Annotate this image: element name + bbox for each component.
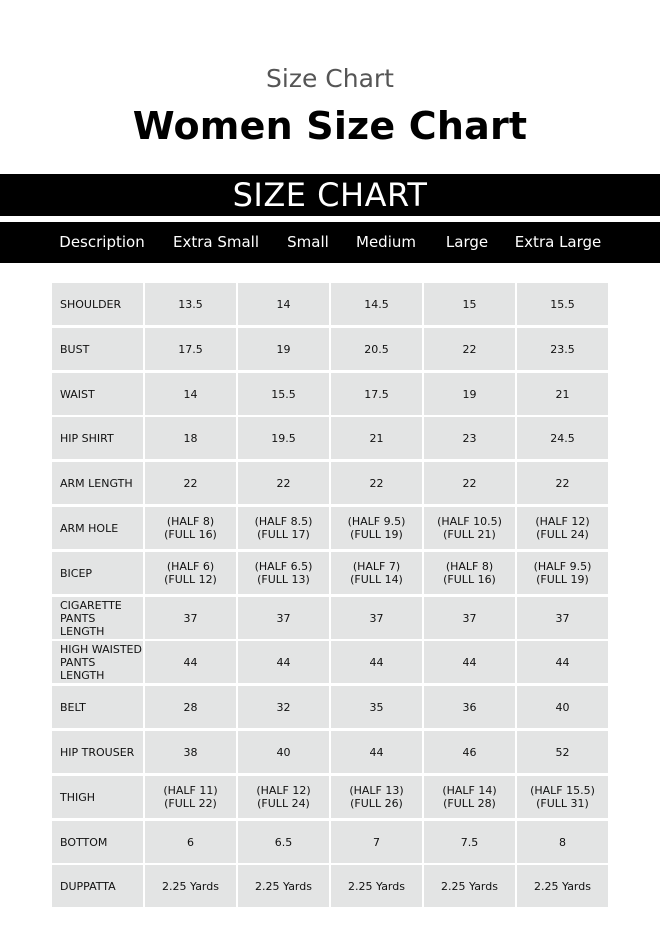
cell-line: (FULL 19) [536, 573, 589, 586]
table-row [52, 731, 608, 773]
cell-line: HIGH WAISTED [60, 642, 142, 656]
cell-value: 44 [183, 655, 198, 669]
table-cell [331, 821, 422, 863]
row-label [52, 731, 143, 773]
cell-line: (HALF 6.5) [254, 560, 313, 573]
row-label [52, 597, 143, 639]
cell-value: 40 [276, 745, 291, 759]
table-cell [424, 686, 515, 728]
page-title: Women Size Chart [132, 104, 528, 148]
row-label [52, 821, 143, 863]
table-row [52, 462, 608, 504]
row-label [52, 686, 143, 728]
cell-value: 46 [462, 745, 477, 759]
cell-value: 6 [187, 835, 194, 849]
cell-value: 22 [369, 476, 384, 490]
cell-value: 6.5 [274, 835, 293, 849]
cell-value: 35 [369, 700, 384, 714]
row-label [52, 776, 143, 818]
row-label-text: BELT [60, 700, 86, 714]
table-cell [238, 462, 329, 504]
cell-value [255, 515, 313, 541]
cell-value: 52 [555, 745, 570, 759]
cell-line: PANTS LENGTH [60, 611, 105, 638]
row-label-text: WAIST [60, 387, 95, 401]
table-cell [145, 283, 236, 325]
cell-line: (HALF 8) [166, 515, 215, 528]
table-cell [145, 507, 236, 549]
table-cell [145, 552, 236, 594]
cell-value [350, 560, 403, 586]
cell-value: 24.5 [550, 431, 575, 445]
cell-value: 22 [183, 476, 198, 490]
table-cell [424, 731, 515, 773]
table-cell [145, 462, 236, 504]
row-label-text: THIGH [60, 790, 96, 804]
table-cell [424, 328, 515, 370]
table-cell [238, 552, 329, 594]
cell-value: 28 [183, 700, 198, 714]
table-cell [517, 462, 608, 504]
row-label-text: ARM HOLE [60, 521, 119, 535]
column-header-medium: Medium [356, 233, 416, 251]
table-cell [238, 417, 329, 459]
cell-value: 17.5 [178, 342, 203, 356]
page-subtitle: Size Chart [266, 64, 394, 93]
table-row [52, 686, 608, 728]
cell-value: 15.5 [271, 387, 296, 401]
cell-line: (HALF 9.5) [533, 560, 592, 573]
cell-line: (HALF 6) [166, 560, 215, 573]
row-label-text: HIP TROUSER [60, 745, 135, 759]
cell-value: 7 [373, 835, 380, 849]
row-label-text: BICEP [60, 566, 93, 580]
table-cell [331, 507, 422, 549]
row-label [52, 641, 143, 683]
cell-value: 19 [276, 342, 291, 356]
table-cell [331, 552, 422, 594]
cell-line: (FULL 13) [257, 573, 310, 586]
table-row [52, 776, 608, 818]
table-cell [517, 328, 608, 370]
table-cell [517, 373, 608, 415]
cell-value: 2.25 Yards [441, 879, 498, 893]
row-label-text [60, 643, 143, 682]
table-cell [145, 373, 236, 415]
cell-value [255, 560, 313, 586]
table-cell [331, 776, 422, 818]
cell-value: 21 [369, 431, 384, 445]
cell-line: (FULL 19) [350, 528, 403, 541]
cell-value: 18 [183, 431, 198, 445]
cell-line: (HALF 10.5) [437, 515, 502, 528]
cell-value: 19 [462, 387, 477, 401]
cell-value [530, 784, 595, 810]
cell-value: 19.5 [271, 431, 296, 445]
cell-line: (HALF 8.5) [254, 515, 313, 528]
cell-value [163, 784, 217, 810]
table-cell [331, 328, 422, 370]
cell-value: 22 [462, 342, 477, 356]
table-cell [238, 597, 329, 639]
table-cell [331, 686, 422, 728]
cell-line: (FULL 17) [257, 528, 310, 541]
cell-value: 23.5 [550, 342, 575, 356]
cell-value [164, 560, 217, 586]
cell-value [349, 784, 403, 810]
cell-line: (FULL 14) [350, 573, 403, 586]
cell-line: (HALF 15.5) [530, 784, 595, 797]
table-cell [517, 507, 608, 549]
row-label [52, 552, 143, 594]
table-cell [424, 597, 515, 639]
table-cell [517, 776, 608, 818]
cell-value: 37 [555, 611, 570, 625]
cell-value: 37 [369, 611, 384, 625]
cell-value: 23 [462, 431, 477, 445]
column-header-bar [0, 222, 660, 263]
cell-value: 2.25 Yards [255, 879, 312, 893]
table-cell [145, 328, 236, 370]
cell-value: 38 [183, 745, 198, 759]
table-row [52, 283, 608, 325]
row-label-text: BUST [60, 342, 90, 356]
table-cell [145, 776, 236, 818]
table-row [52, 552, 608, 594]
cell-value: 7.5 [460, 835, 479, 849]
table-cell [145, 731, 236, 773]
cell-value: 2.25 Yards [348, 879, 405, 893]
table-cell [331, 417, 422, 459]
table-cell [517, 821, 608, 863]
table-row [52, 373, 608, 415]
table-cell [424, 641, 515, 683]
table-cell [145, 417, 236, 459]
cell-value [443, 560, 496, 586]
cell-line: CIGARETTE [60, 598, 122, 612]
cell-value: 13.5 [178, 297, 203, 311]
cell-value [256, 784, 310, 810]
table-cell [238, 283, 329, 325]
cell-value: 14.5 [364, 297, 389, 311]
table-cell [145, 686, 236, 728]
table-cell [145, 865, 236, 907]
table-row [52, 641, 608, 683]
row-label-text [60, 599, 143, 638]
cell-value: 44 [276, 655, 291, 669]
cell-value: 20.5 [364, 342, 389, 356]
table-cell [238, 686, 329, 728]
cell-value [164, 515, 217, 541]
table-cell [517, 641, 608, 683]
table-cell [331, 597, 422, 639]
cell-value: 37 [276, 611, 291, 625]
row-label-text: BOTTOM [60, 835, 108, 849]
cell-value: 44 [555, 655, 570, 669]
table-cell [145, 641, 236, 683]
cell-value: 37 [183, 611, 198, 625]
cell-value: 44 [462, 655, 477, 669]
cell-value [535, 515, 589, 541]
table-cell [238, 776, 329, 818]
row-label [52, 373, 143, 415]
cell-value [437, 515, 502, 541]
cell-value: 15 [462, 297, 477, 311]
cell-value: 22 [462, 476, 477, 490]
table-cell [331, 462, 422, 504]
cell-line: (FULL 22) [164, 797, 217, 810]
table-cell [517, 597, 608, 639]
table-cell [331, 283, 422, 325]
table-row [52, 821, 608, 863]
table-cell [517, 686, 608, 728]
cell-line: (HALF 14) [442, 784, 497, 797]
table-row [52, 597, 608, 639]
cell-line: (FULL 24) [257, 797, 310, 810]
cell-line: (FULL 24) [536, 528, 589, 541]
table-cell [517, 283, 608, 325]
table-cell [517, 552, 608, 594]
cell-line: (FULL 16) [164, 528, 217, 541]
cell-value: 17.5 [364, 387, 389, 401]
cell-value: 22 [276, 476, 291, 490]
cell-value: 36 [462, 700, 477, 714]
table-cell [238, 373, 329, 415]
table-cell [331, 641, 422, 683]
row-label [52, 865, 143, 907]
table-cell [424, 373, 515, 415]
cell-value: 40 [555, 700, 570, 714]
cell-line: (FULL 21) [443, 528, 496, 541]
column-header-description: Description [59, 233, 145, 251]
table-row [52, 417, 608, 459]
cell-line: (HALF 12) [256, 784, 311, 797]
cell-value: 8 [559, 835, 566, 849]
table-cell [145, 597, 236, 639]
cell-value: 14 [183, 387, 198, 401]
row-label-text: SHOULDER [60, 297, 122, 311]
table-cell [424, 865, 515, 907]
row-label [52, 417, 143, 459]
cell-value: 2.25 Yards [534, 879, 591, 893]
column-header-small: Small [287, 233, 329, 251]
table-cell [238, 328, 329, 370]
table-row [52, 865, 608, 907]
table-cell [238, 821, 329, 863]
row-label-text: DUPPATTA [60, 879, 116, 893]
cell-value: 2.25 Yards [162, 879, 219, 893]
size-chart-banner: SIZE CHART [0, 174, 660, 216]
cell-value: 22 [555, 476, 570, 490]
table-cell [517, 865, 608, 907]
row-label [52, 507, 143, 549]
table-cell [331, 731, 422, 773]
cell-value [442, 784, 496, 810]
table-cell [238, 865, 329, 907]
table-cell [424, 821, 515, 863]
cell-line: (FULL 26) [350, 797, 403, 810]
cell-value: 44 [369, 745, 384, 759]
cell-line: (FULL 28) [443, 797, 496, 810]
cell-line: (FULL 16) [443, 573, 496, 586]
table-cell [424, 283, 515, 325]
table-cell [238, 731, 329, 773]
row-label [52, 462, 143, 504]
table-cell [145, 821, 236, 863]
cell-line: (FULL 31) [536, 797, 589, 810]
table-cell [238, 507, 329, 549]
cell-line: (FULL 12) [164, 573, 217, 586]
column-header-large: Large [445, 233, 489, 251]
cell-value: 14 [276, 297, 291, 311]
cell-value: 32 [276, 700, 291, 714]
table-cell [424, 776, 515, 818]
cell-line: (HALF 13) [349, 784, 404, 797]
cell-line: (HALF 12) [535, 515, 590, 528]
table-cell [424, 462, 515, 504]
table-cell [424, 507, 515, 549]
cell-value: 21 [555, 387, 570, 401]
row-label [52, 328, 143, 370]
cell-line: (HALF 9.5) [347, 515, 406, 528]
cell-value [534, 560, 592, 586]
cell-line: PANTS LENGTH [60, 655, 105, 682]
cell-value: 37 [462, 611, 477, 625]
cell-value [348, 515, 406, 541]
cell-line: (HALF 8) [445, 560, 494, 573]
row-label [52, 283, 143, 325]
table-row [52, 507, 608, 549]
cell-value: 44 [369, 655, 384, 669]
cell-line: (HALF 11) [163, 784, 218, 797]
table-cell [517, 731, 608, 773]
cell-value: 15.5 [550, 297, 575, 311]
column-header-extra-small: Extra Small [172, 233, 260, 251]
table-cell [238, 641, 329, 683]
row-label-text: ARM LENGTH [60, 476, 133, 490]
table-cell [517, 417, 608, 459]
cell-line: (HALF 7) [352, 560, 401, 573]
table-cell [331, 865, 422, 907]
column-header-extra-large: Extra Large [514, 233, 602, 251]
table-cell [331, 373, 422, 415]
table-cell [424, 417, 515, 459]
row-label-text: HIP SHIRT [60, 431, 114, 445]
table-row [52, 328, 608, 370]
table-cell [424, 552, 515, 594]
